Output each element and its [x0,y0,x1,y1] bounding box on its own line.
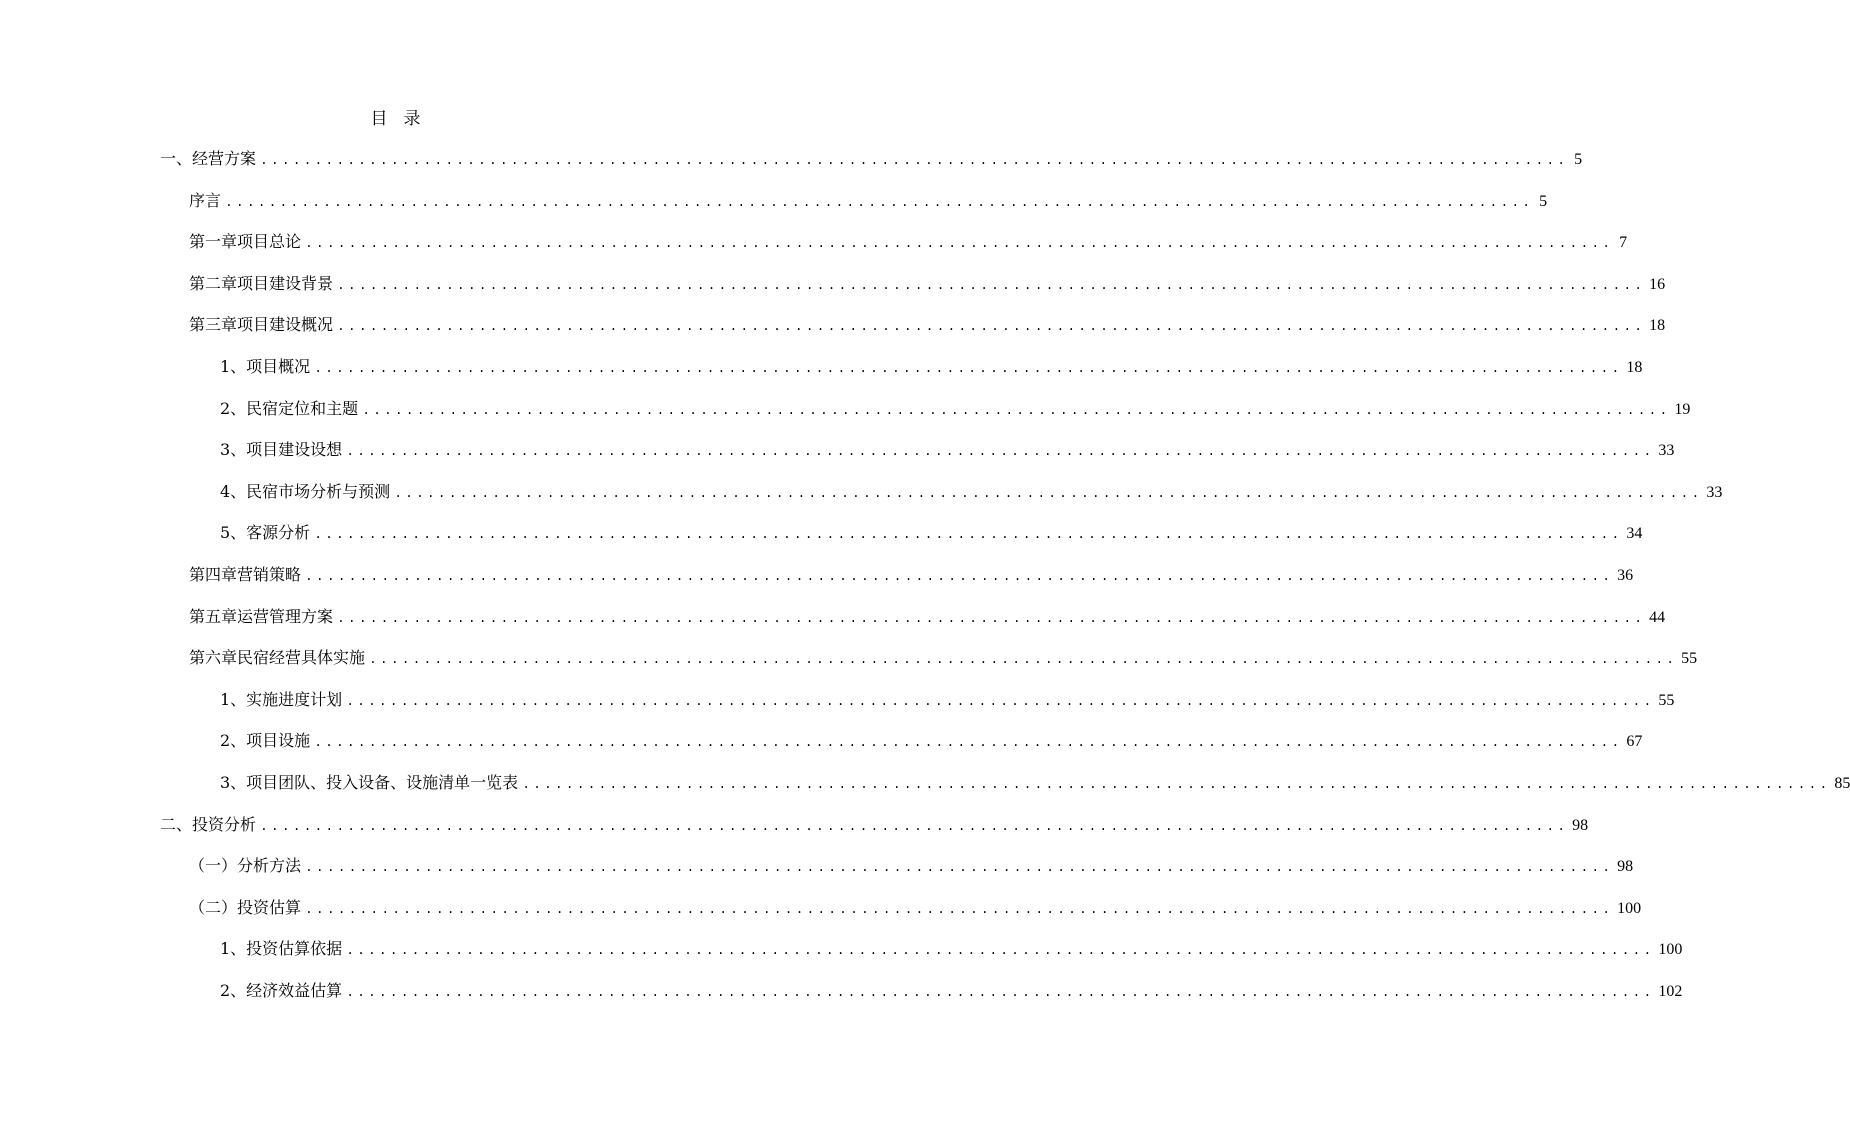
toc-entry-page-number: 102 [1658,983,1683,1000]
toc-dot-leader: ........................................................................................................................ [346,444,1655,459]
toc-entry-page-number: 98 [1572,817,1589,834]
toc-entry-page-number: 98 [1617,858,1634,875]
toc-dot-leader: ........................................................................................................................ [314,735,1623,750]
toc-entry[interactable] [189,855,1634,877]
toc-entry-label: 3、项目建设设想 [220,440,343,459]
toc-dot-leader: ........................................................................................................................ [305,902,1614,917]
toc-entry-page-number: 100 [1658,941,1683,958]
toc-entry[interactable] [189,564,1634,586]
toc-entry[interactable] [220,356,1643,378]
toc-dot-leader: ........................................................................................................................ [305,569,1614,584]
toc-entry-label: 第三章项目建设概况 [189,315,334,334]
toc-entry[interactable] [189,897,1642,919]
toc-entry-page-number: 44 [1649,609,1666,626]
toc-entry-page-number: 33 [1706,484,1723,501]
toc-dot-leader: ........................................................................................................................ [305,860,1614,875]
toc-dot-leader: ........................................................................................................................ [522,777,1831,792]
toc-entry-label: （二）投资估算 [189,898,302,917]
toc-entry-label: 第六章民宿经营具体实施 [189,648,366,667]
toc-entry-label: 二、投资分析 [160,815,257,834]
toc-entry-page-number: 19 [1674,401,1691,418]
toc-entry-label: 序言 [189,191,222,210]
toc-entry[interactable] [220,522,1643,544]
toc-entry-page-number: 67 [1626,733,1643,750]
toc-entry-page-number: 7 [1619,234,1628,251]
toc-title-part2: 录 [403,109,423,129]
toc-entry-label: 5、客源分析 [220,523,311,542]
toc-dot-leader: ........................................................................................................................ [314,361,1623,376]
toc-entry-label: 1、项目概况 [220,357,311,376]
toc-entry[interactable] [220,398,1691,420]
toc-entry[interactable] [220,730,1643,752]
toc-entry-label: 2、经济效益估算 [220,981,343,1000]
toc-entry-label: 4、民宿市场分析与预测 [220,482,391,501]
toc-dot-leader: ........................................................................................................................ [337,278,1646,293]
toc-entry-page-number: 18 [1626,359,1643,376]
toc-entry[interactable] [160,814,1589,836]
toc-dot-leader: ........................................................................................................................ [260,153,1569,168]
toc-entry[interactable] [189,231,1628,253]
toc-entry-page-number: 33 [1658,442,1675,459]
toc-entry[interactable] [220,439,1675,461]
toc-dot-leader: ........................................................................................................................ [346,985,1655,1000]
toc-dot-leader: ........................................................................................................................ [362,403,1671,418]
toc-dot-leader: ........................................................................................................................ [346,694,1655,709]
toc-dot-leader: ........................................................................................................................ [369,652,1678,667]
toc-entry[interactable] [160,148,1583,170]
toc-dot-leader: ........................................................................................................................ [337,319,1646,334]
toc-dot-leader: ........................................................................................................................ [305,236,1614,251]
toc-dot-leader: ........................................................................................................................ [314,527,1623,542]
toc-entry[interactable] [189,273,1666,295]
toc-entry-label: 一、经营方案 [160,149,257,168]
toc-dot-leader: ........................................................................................................................ [394,486,1703,501]
toc-entry-page-number: 36 [1617,567,1634,584]
toc-entry-label: 1、投资估算依据 [220,939,343,958]
toc-entry-label: 第二章项目建设背景 [189,274,334,293]
toc-entry-label: 第四章营销策略 [189,565,302,584]
toc-entry[interactable] [189,314,1666,336]
toc-entry[interactable] [189,190,1548,212]
toc-entry[interactable] [189,606,1666,628]
toc-title-part1: 目 [370,109,390,129]
toc-entry-label: 第一章项目总论 [189,232,302,251]
toc-entry[interactable] [189,647,1698,669]
toc-entry[interactable] [220,980,1683,1002]
toc-entry[interactable] [220,481,1723,503]
toc-entry-label: 2、项目设施 [220,731,311,750]
toc-dot-leader: ........................................................................................................................ [346,943,1655,958]
toc-entry[interactable] [220,938,1683,960]
toc-entry-label: 3、项目团队、投入设备、设施清单一览表 [220,773,519,792]
toc-entry-label: 2、民宿定位和主题 [220,399,359,418]
toc-entry-page-number: 16 [1649,276,1666,293]
toc-dot-leader: ........................................................................................................................ [337,611,1646,626]
toc-dot-leader: ........................................................................................................................ [225,195,1534,210]
toc-dot-leader: ........................................................................................................................ [260,819,1569,834]
toc-entry-page-number: 34 [1626,525,1643,542]
toc-entry-page-number: 55 [1681,650,1698,667]
toc-entry-label: （一）分析方法 [189,856,302,875]
toc-entry-label: 第五章运营管理方案 [189,607,334,626]
toc-entry-page-number: 100 [1617,900,1642,917]
toc-entry-page-number: 5 [1539,193,1548,210]
toc-title [0,104,793,129]
toc-entry-page-number: 5 [1574,151,1583,168]
toc-entry-page-number: 85 [1834,775,1850,792]
toc-entry-page-number: 55 [1658,692,1675,709]
toc-entry[interactable] [220,772,1850,794]
toc-entry-label: 1、实施进度计划 [220,690,343,709]
toc-entry[interactable] [220,689,1675,711]
toc-entry-page-number: 18 [1649,317,1666,334]
